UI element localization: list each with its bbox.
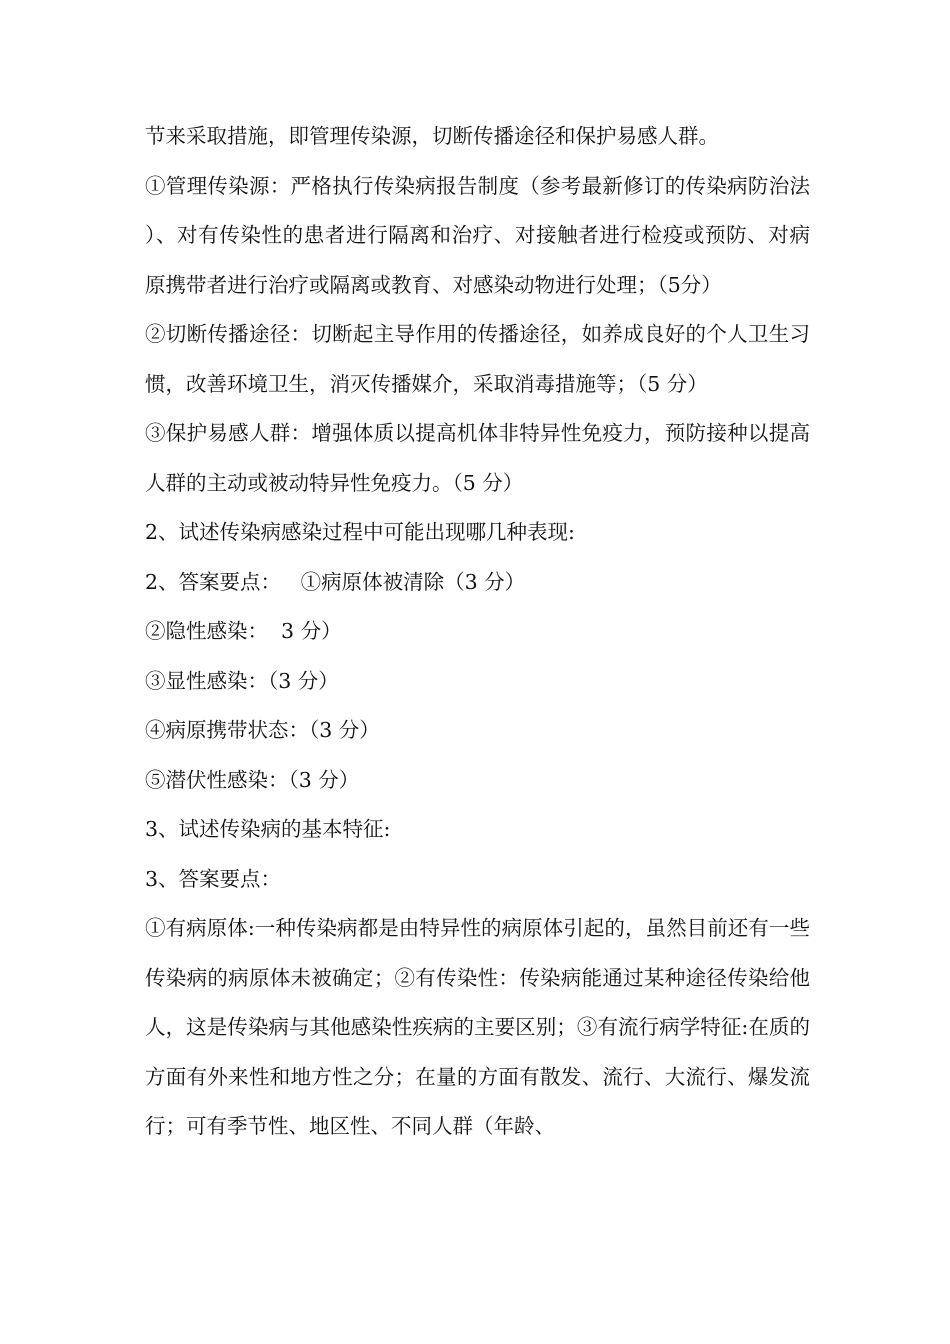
answer-2-item-5: ⑤潜伏性感染：（3 分） bbox=[145, 767, 360, 792]
answer-2-item-3: ③显性感染：（3 分） bbox=[145, 668, 339, 693]
document-body bbox=[145, 112, 810, 1152]
question-3: 3、试述传染病的基本特征: bbox=[145, 817, 391, 841]
answer-2-item-2: ②隐性感染： 3 分） bbox=[145, 619, 342, 643]
paragraph-manage-source: ①管理传染源：严格执行传染病报告制度（参考最新修订的传染病防治法）、对有传染性的患者进行隔离和治疗、对接触者进行检疫或预防、对病原携带者进行治疗或隔离或教育、对感染动物进行处理；（5分） bbox=[145, 173, 810, 297]
paragraph-protect-susceptible: ③保护易感人群：增强体质以提高机体非特异性免疫力，预防接种以提高人群的主动或被动特异性免疫力。（5 分） bbox=[145, 421, 810, 495]
answer-2-header: 2、答案要点： ①病原体被清除（3 分） bbox=[145, 569, 526, 594]
paragraph-cut-route: ②切断传播途径：切断起主导作用的传播途径，如养成良好的个人卫生习惯，改善环境卫生，消灭传播媒介，采取消毒措施等；（5 分） bbox=[145, 322, 810, 396]
answer-3-body: ①有病原体:一种传染病都是由特异性的病原体引起的，虽然目前还有一些传染病的病原体未被确定；②有传染性：传染病能通过某种途径传染给他人，这是传染病与其他感染性疾病的主要区别；③有流行病学特征:在质的方面有外来性和地方性之分；在量的方面有散发、流行、大流行、爆发流行；可有季节性、地区性、不同人群（年龄、 bbox=[145, 916, 810, 1138]
paragraph-continuation: 节来采取措施，即管理传染源，切断传播途径和保护易感人群。 bbox=[145, 124, 719, 148]
answer-2-item-4: ④病原携带状态：（3 分） bbox=[145, 718, 380, 742]
answer-3-header: 3、答案要点： bbox=[145, 866, 282, 891]
question-2: 2、试述传染病感染过程中可能出现哪几种表现: bbox=[145, 520, 575, 544]
